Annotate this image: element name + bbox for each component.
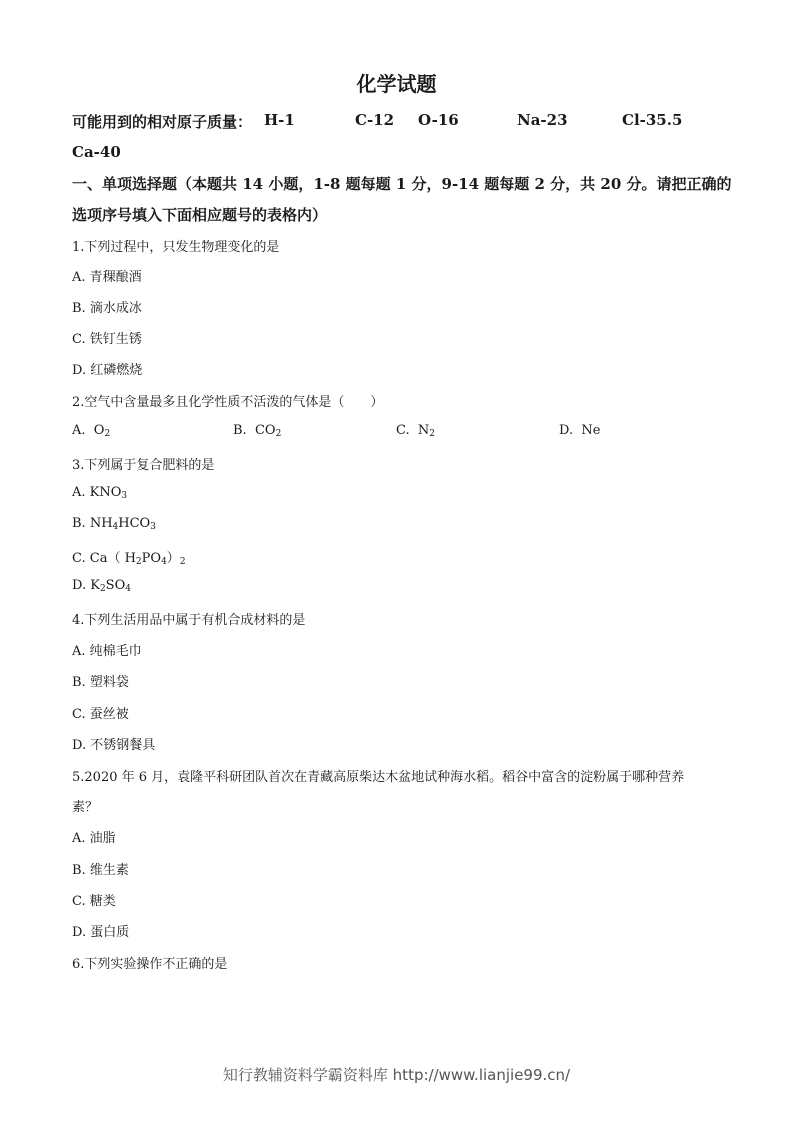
question-stem-line2: 素？: [72, 800, 99, 815]
option-c: C. 铁钉生锈: [72, 332, 142, 347]
option-letter: D.: [559, 423, 574, 438]
option-subscript: 3: [121, 491, 128, 501]
option-subscript: 2: [429, 429, 435, 439]
atomic-masses-label: 可能用到的相对原子质量：: [72, 113, 253, 131]
option-letter: B.: [233, 423, 247, 438]
option-subscript: 4: [125, 584, 131, 594]
option-b: [233, 423, 281, 439]
option-text: B. NH: [72, 516, 113, 531]
option-letter: A.: [72, 423, 86, 438]
option-formula: O: [93, 423, 105, 438]
mass-ca: Ca-40: [72, 143, 121, 161]
option-subscript: 2: [179, 557, 186, 567]
option-text: HCO: [118, 516, 151, 531]
section-heading-line1: 一、单项选择题（本题共 14 小题，1-8 题每题 1 分，9-14 题每题 2 分，共 20 分。请把正确的: [72, 175, 732, 193]
option-a: A. 纯棉毛巾: [72, 644, 142, 659]
option-b: B. 滴水成冰: [72, 301, 142, 316]
option-a: A. 油脂: [72, 831, 116, 846]
option-b: [72, 516, 156, 532]
option-subscript: 2: [275, 429, 282, 439]
option-subscript: 4: [112, 522, 119, 532]
option-formula: CO: [254, 423, 276, 438]
option-subscript: 2: [99, 584, 106, 594]
question-stem: 1.下列过程中，只发生物理变化的是: [72, 240, 280, 255]
option-d: D. 蛋白质: [72, 925, 130, 940]
question-stem: 6.下列实验操作不正确的是: [72, 957, 228, 972]
section-heading-line2: 选项序号填入下面相应题号的表格内）: [72, 206, 328, 224]
option-text: SO: [105, 578, 126, 593]
page-title: 化学试题: [356, 72, 437, 96]
question-stem: 3.下列属于复合肥料的是: [72, 458, 215, 473]
option-d: D. 红磷燃烧: [72, 363, 143, 378]
option-subscript: 4: [161, 557, 167, 567]
option-formula: N: [417, 423, 430, 438]
footer-watermark: 知行教辅资料学霸资料库 http://www.lianjie99.cn/: [222, 1066, 571, 1084]
option-subscript: 2: [135, 557, 142, 567]
option-text: C. Ca（ H: [72, 551, 136, 566]
mass-cl: Cl-35.5: [622, 111, 683, 129]
question-stem: 4.下列生活用品中属于有机合成材料的是: [72, 613, 306, 628]
question-stem: 2.空气中含量最多且化学性质不活泼的气体是（ ）: [72, 395, 384, 410]
question-stem-line1: 5.2020 年 6 月，袁隆平科研团队首次在青藏高原柴达木盆地试种海水稻。稻谷中富含的淀粉属于哪种营养: [72, 770, 685, 785]
option-a: [72, 423, 110, 439]
option-d: D. 不锈钢餐具: [72, 738, 156, 753]
option-c: C. 糖类: [72, 894, 116, 909]
mass-h: H-1: [264, 111, 295, 129]
option-d: [72, 578, 131, 594]
option-text: ）: [166, 551, 180, 566]
option-subscript: 2: [104, 429, 111, 439]
mass-o: O-16: [418, 111, 459, 129]
mass-na: Na-23: [517, 111, 568, 129]
option-d: [559, 423, 600, 438]
option-c: C. 蚕丝被: [72, 707, 129, 722]
option-text: A. KNO: [72, 485, 122, 500]
option-letter: C.: [396, 423, 410, 438]
option-formula: Ne: [581, 423, 601, 438]
option-a: A. 青稞酿酒: [72, 270, 142, 285]
option-b: B. 塑料袋: [72, 675, 129, 690]
mass-c: C-12: [355, 111, 395, 129]
option-c: [72, 547, 186, 567]
option-b: B. 维生素: [72, 863, 129, 878]
option-subscript: 3: [150, 522, 156, 532]
option-text: D. K: [72, 578, 100, 593]
option-text: PO: [141, 551, 162, 566]
option-c: [396, 423, 435, 439]
option-a: [72, 485, 127, 501]
